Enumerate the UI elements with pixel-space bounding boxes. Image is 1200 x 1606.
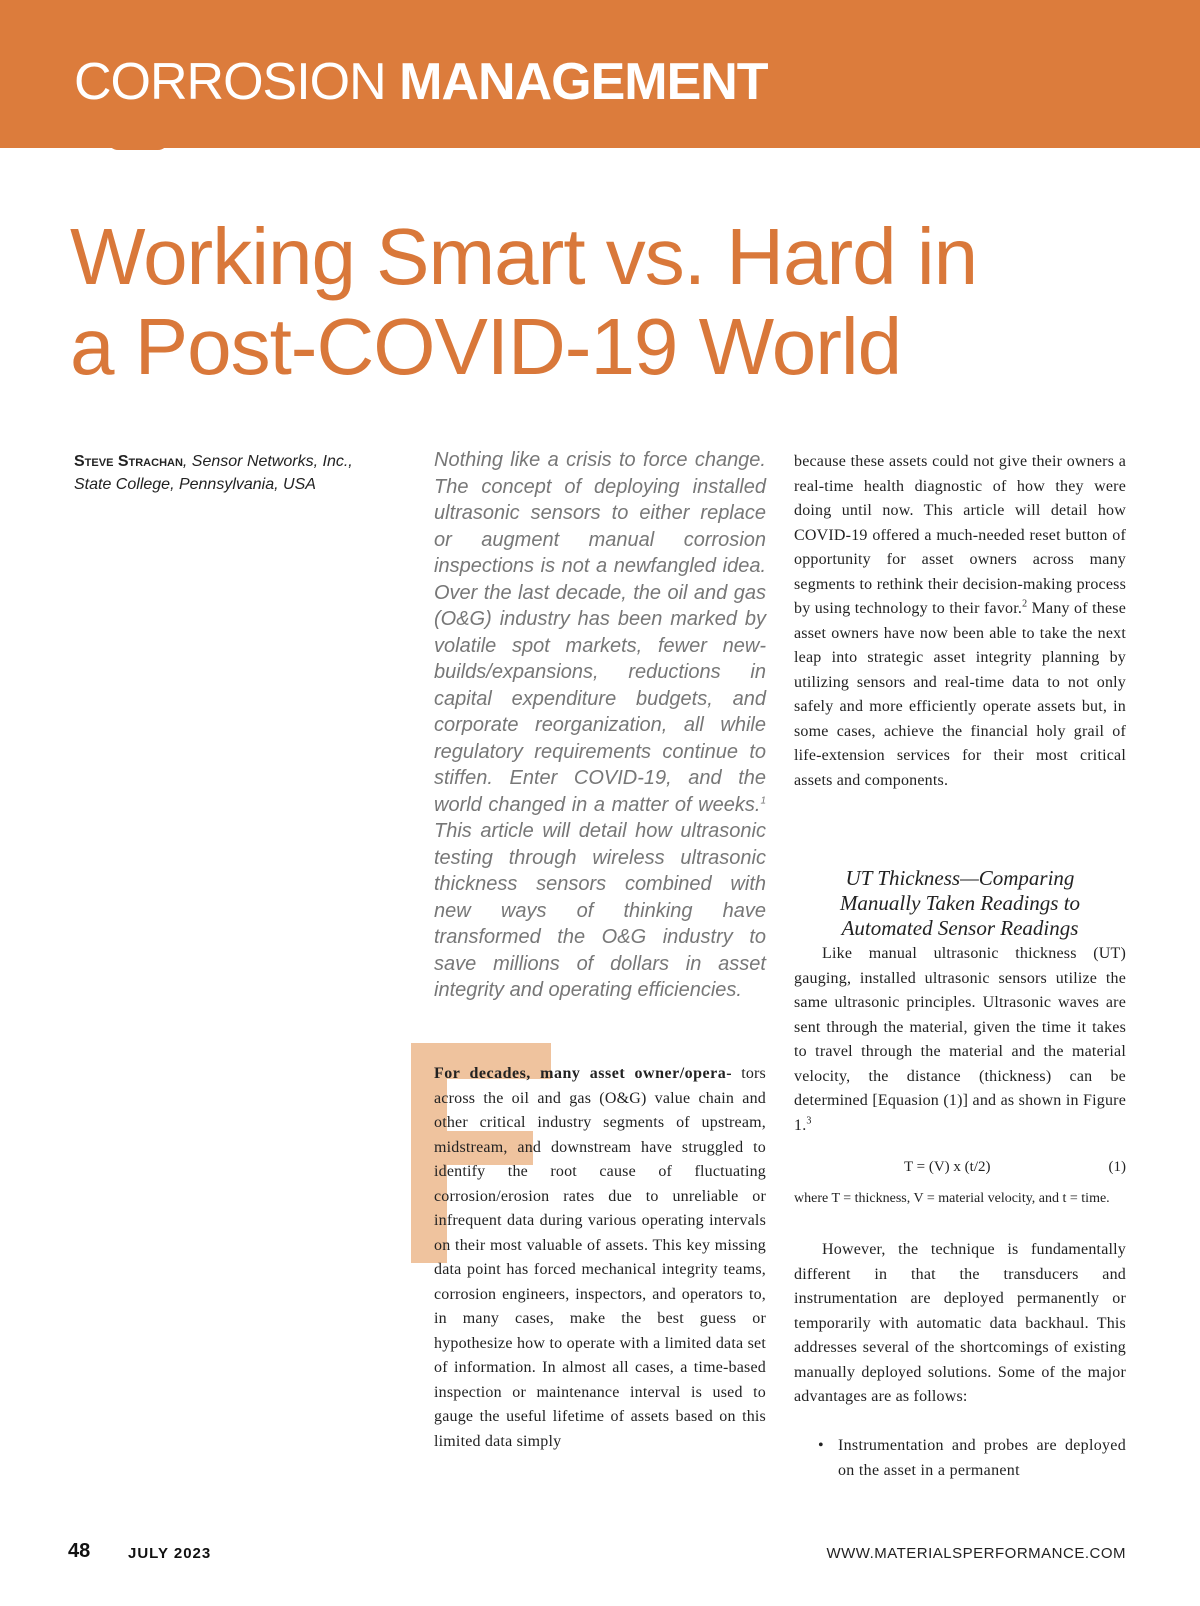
- body-column-3-lower: However, the technique is fundamentally different in that the transducers and instrumentation are deployed permanently or temporarily with automatic data backhaul. This addresses several of the shortcomings of existing manually deployed solutions. Some of the major advantages are as follows:: [794, 1241, 1126, 1405]
- article-abstract: [434, 447, 766, 1004]
- col3-mid-text: Like manual ultrasonic thickness (UT) gauging, installed ultrasonic sensors utilize the same ultrasonic principles. Ultrasonic waves are sent through the material, given the time it takes to travel through the material and the material velocity, the distance (thickness) can be determined [Equasion (1)] and as shown in Figure 1.: [794, 945, 1126, 1134]
- body-column-2: [434, 1062, 766, 1454]
- author-name: Steve Strachan: [74, 453, 183, 470]
- body-column-3-middle: [794, 942, 1126, 1138]
- abstract-part-2: This article will detail how ultrasonic testing through wireless ultrasonic thickness sensors combined with new ways of thinking have transformed the O&G industry to save millions of dollars in asset integrity and operating efficiencies.: [434, 820, 766, 1001]
- author-byline: [74, 450, 414, 496]
- col3-part-1: because these assets could not give their owners a real-time health diagnostic of how they were doing until now. This article will detail how COVID-19 offered a much-needed reset button of opportunity for asset owners across many segments to rethink their decision-making process by using technology to their favor.: [794, 453, 1126, 617]
- equation-definitions: where T = thickness, V = material velocity, and t = time.: [794, 1191, 1110, 1206]
- title-line-1: Working Smart vs. Hard in: [70, 212, 978, 301]
- col3-mid-ref: 3: [806, 1115, 812, 1127]
- body-column-3-top: [794, 450, 1126, 793]
- equation-expression: T = (V) x (t/2): [904, 1159, 991, 1175]
- section-label-bold: MANAGEMENT: [399, 53, 768, 111]
- col3-part-2: Many of these asset owners have now been able to take the next leap into strategic asset integrity planning by utilizing sensors and real-time data to not only safely and more efficiently operate assets but, in some cases, achieve the financial holy grail of life-extension services for their most critical assets and components.: [794, 600, 1126, 789]
- bullet-text: Instrumentation and probes are deployed on the asset in a permanent: [838, 1437, 1126, 1479]
- author-affiliation-1: , Sensor Networks, Inc.,: [182, 453, 353, 470]
- equation-number: (1): [1108, 1159, 1126, 1175]
- bullet-item: [818, 1434, 1126, 1483]
- author-affiliation-2: State College, Pennsylvania, USA: [74, 476, 316, 493]
- body-lead: For decades, many asset owner/opera-: [434, 1065, 733, 1082]
- subhead-line-1: UT Thickness—Comparing: [845, 866, 1075, 890]
- abstract-part-1: Nothing like a crisis to force change. The concept of deploying installed ultrasonic sensors to either replace or augment manual corrosion inspections is not a newfangled idea. Over the last decade, the oil and gas (O&G) industry has been marked by volatile spot markets, fewer new-builds/expansions, reductions in capital expenditure budgets, and corporate reorganization, all while regulatory requirements continue to stiffen. Enter COVID-19, and the world changed in a matter of weeks.: [434, 449, 766, 816]
- subhead-line-3: Automated Sensor Readings: [841, 916, 1079, 940]
- page-number: 48: [68, 1540, 91, 1562]
- section-label-light: CORROSION: [74, 53, 386, 111]
- title-line-2: a Post-COVID-19 World: [70, 302, 902, 391]
- publication-url[interactable]: WWW.MATERIALSPERFORMANCE.COM: [826, 1545, 1126, 1562]
- section-label: [74, 52, 768, 112]
- subhead-line-2: Manually Taken Readings to: [839, 891, 1081, 915]
- abstract-ref: 1: [760, 794, 766, 806]
- body-column-2-text: tors across the oil and gas (O&G) value chain and other critical industry segments of upstream, midstream, and downstream have struggled to identify the root cause of fluctuating corrosion/erosion rates due to unreliable or infrequent data during various operating intervals on their most valuable of assets. This key missing data point has forced mechanical integrity teams, corrosion engineers, inspectors, and operators to, in many cases, make the best guess or hypothesize how to operate with a limited data set of information. In almost all cases, a time-based inspection or maintenance interval is used to gauge the useful lifetime of assets based on this limited data simply: [434, 1065, 766, 1450]
- section-subhead: [794, 866, 1126, 941]
- banner-tab: [108, 140, 168, 150]
- article-title: [70, 212, 1130, 392]
- col3-ref-1: 2: [1022, 598, 1028, 610]
- issue-date: JULY 2023: [128, 1545, 212, 1562]
- bullet-symbol: •: [818, 1437, 824, 1454]
